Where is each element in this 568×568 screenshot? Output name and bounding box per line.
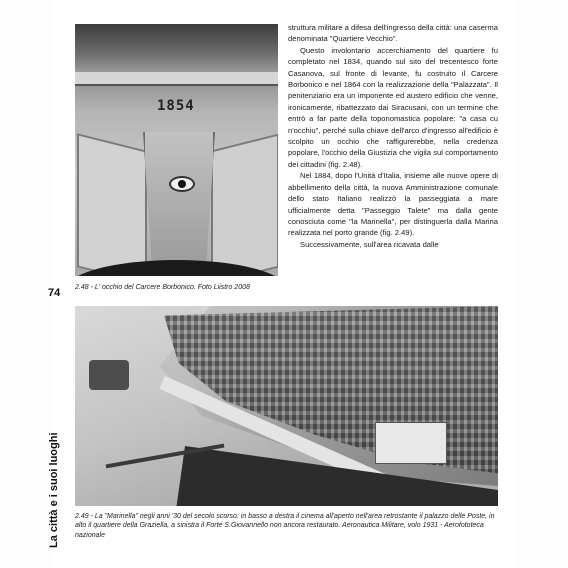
paragraph: struttura militare a difesa dell'ingresso della città: una caserma denominata "Quartiere Vecchio". (288, 23, 498, 44)
post-office-building (375, 422, 447, 464)
section-side-label: La città e i suoi luoghi (48, 432, 60, 548)
carved-eye-icon (169, 176, 195, 192)
marinella-aerial-photo (75, 306, 498, 506)
figure-caption-2-48: 2.48 - L' occhio del Carcere Borbonico. Foto Liistro 2008 (75, 284, 250, 291)
carcere-eye-photo (75, 24, 278, 276)
paragraph: Nel 1884, dopo l'Unità d'Italia, insieme alle nuove opere di abbellimento della città, la nuova Amministrazione comunale dello stato Italiano realizzò la passeggiata a mare ufficialmente detta "Passeggio Talete" ma dalla gente conosciuta come "la Marinella", per distinguerla dalla Marina realizzata nel porto grande (fig. 2.49). (288, 171, 498, 238)
voussoir-left (77, 133, 147, 276)
figure-caption-2-49: 2.49 - La "Marinella" negli anni '30 del secolo scorso: in basso a destra il cinema all'aperto nell'area retrostante il palazzo delle Poste, in alto il quartiere della Graziella, a sinistra il Forte S.Giovannello non ancora restaurato. Aeronautica Militare, volo 1931 - Aerofototeca nazionale (75, 513, 495, 539)
body-text-column (288, 22, 498, 250)
stone-ledge (75, 72, 278, 86)
paragraph: Successivamente, sull'area ricavata dalle (300, 239, 439, 249)
carved-date-inscription: 1854 (157, 98, 195, 114)
voussoir-right (211, 134, 278, 276)
fort-san-giovannello (89, 360, 129, 390)
keystone (143, 132, 215, 262)
page-number: 74 (48, 287, 61, 299)
paragraph: Questo involontario accerchiamento del quartiere fu completato nel 1834, quando sul sito del trecentesco forte Casanova, sul fronte di levante, fu costruito il Carcere Borbonico e nel 1864 con la realizzazione della "Palazzata". Il penitenziario era un imponente ed austero edificio che venne, ironicamente, ribattezzato dai Siracusani, con un termine che entrò a far parte della toponomastica popolare: "a casa cu n'occhiu", perché sulla chiave dell'arco d'ingresso all'edificio è scolpito un occhio che raffigurerebbe, nella credenza popolare, l'occhio della Giustizia che vigila sul comportamento dei cittadini (fig. 2.48). (288, 45, 498, 169)
stone-lintel (75, 24, 278, 72)
